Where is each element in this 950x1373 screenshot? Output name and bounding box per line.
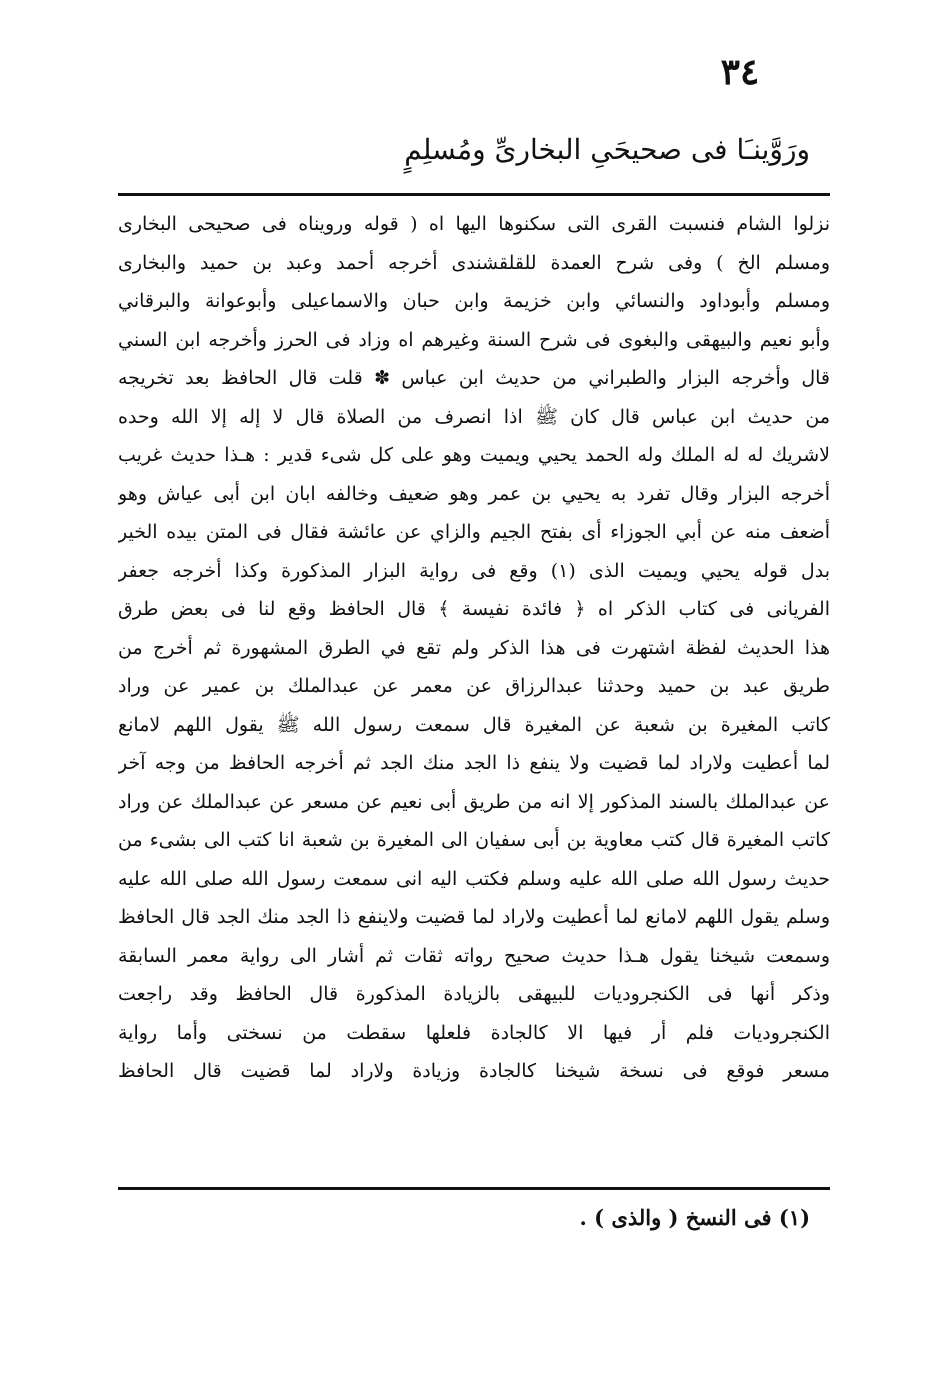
text-line: هذا الحديث لفظة اشتهرت فى هذا الذكر ولم تقع في الطرق المشهورة ثم أخرج من [118, 636, 830, 659]
footnote-divider [118, 1187, 830, 1190]
top-divider [118, 193, 830, 196]
text-line: من حديث ابن عباس قال كان ﷺ اذا انصرف من الصلاة قال لا إله إلا الله وحده [118, 405, 830, 428]
footnote: (١) فى النسخ ( والذى ) . [579, 1205, 810, 1230]
text-line: طريق عبد بن حميد وحدثنا عبدالرزاق عن معمر عن عبدالملك بن عمير عن وراد [118, 675, 830, 697]
text-line: عن عبدالملك بالسند المذكور إلا انه من طريق أبى نعيم عن مسعر عن عبدالملك عن وراد [118, 790, 830, 813]
page-number: ٣٤ [720, 51, 760, 93]
text-line: الفريانى فى كتاب الذكر اه ﴿ فائدة نفيسة ﴾ قال الحافظ وقع لنا فى بعض طرق [118, 598, 830, 620]
text-line: بدل قوله يحيي ويميت الذى (١) وقع فى رواية البزار المذكورة وكذا أخرجه جعفر [118, 559, 830, 582]
text-line: أضعف منه عن أبي الجوزاء أى بفتح الجيم والزاي عن عائشة فقال فى المتن بيده الخير [118, 521, 830, 543]
text-line: ومسلم الخ ) وفى شرح العمدة للقلقشندى أخرجه أحمد وعبد بن حميد والبخارى [118, 251, 830, 274]
text-line: نزلوا الشام فنسبت القرى التى سكنوها اليها اه ( قوله ورويناه فى صحيحى البخارى [118, 213, 830, 235]
text-line: ومسلم وأبوداود والنسائي وابن خزيمة وابن حبان والاسماعيلى وأبوعوانة والبرقاني [118, 290, 830, 312]
text-line: أخرجه البزار وقال تفرد به يحيي بن عمر وهو ضعيف وخالفه ابان ابن أبى عياش وهو [118, 482, 830, 505]
text-line: وسلم يقول اللهم لامانع لما أعطيت ولاراد لما قضيت ولاينفع ذا الجد منك الجد قال الحافظ [118, 906, 830, 928]
text-line: مسعر فوقع فى نسخة شيخنا كالجادة وزيادة ولاراد لما قضيت قال الحافظ [118, 1060, 830, 1082]
text-line: وسمعت شيخنا يقول هـذا حديث صحيح رواته ثقات ثم أشار الى رواية معمر السابقة [118, 944, 830, 967]
page-heading: ورَوَّينـَا فى صحيحَىِ البخارىِّ ومُسلِمٍ [404, 133, 810, 166]
text-line: وأبو نعيم والبيهقى والبغوى فى شرح السنة وغيرهم اه وزاد فى الحرز وأخرجه ابن السني [118, 328, 830, 351]
text-line: كاتب المغيرة قال كتب معاوية بن أبى سفيان الى المغيرة بن شعبة انا كتب الى بشىء من [118, 829, 830, 851]
text-line: قال وأخرجه البزار والطبراني من حديث ابن عباس ✽ قلت قال الحافظ بعد تخريجه [118, 367, 830, 389]
text-line: وذكر أنها فى الكنجروديات للبيهقى بالزيادة المذكورة قال الحافظ وقد راجعت [118, 983, 830, 1005]
text-line: الكنجروديات فلم أر فيها الا كالجادة فلعلها سقطت من نسختى وأما رواية [118, 1021, 830, 1044]
commentary-text [118, 205, 830, 1091]
text-line: لاشريك له له الملك وله الحمد يحيي ويميت وهو على كل شىء قدير : هـذا حديث غريب [118, 444, 830, 466]
text-line: كاتب المغيرة بن شعبة عن المغيرة قال سمعت رسول الله ﷺ يقول اللهم لامانع [118, 713, 830, 736]
text-line: لما أعطيت ولاراد لما قضيت ولا ينفع ذا الجد منك الجد ثم أخرجه الحافظ من وجه آخر [118, 752, 830, 774]
text-line: حديث رسول الله صلى الله عليه وسلم فكتب اليه انى سمعت رسول الله صلى الله عليه [118, 867, 830, 890]
